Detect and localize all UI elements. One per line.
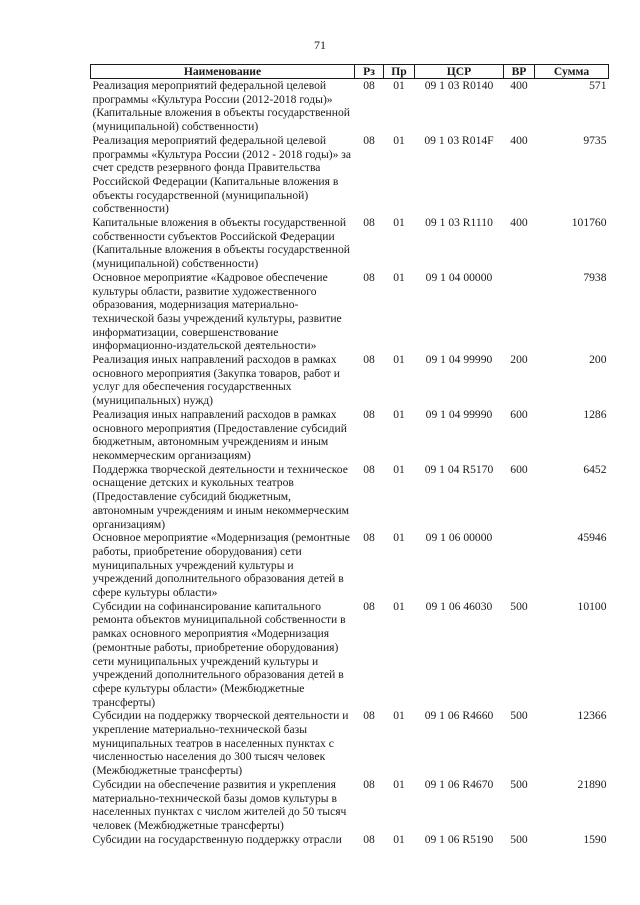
row-vr: 500 [510, 599, 528, 613]
row-name: Реализация мероприятий федеральной целевой программы «Культура России (2012-2018 годы)» (Капитальные вложения в объекты государственной (муниципальной) собственности) [92, 79, 350, 134]
row-rz: 08 [363, 832, 375, 846]
header-pr: Пр [384, 65, 415, 79]
row-pr: 01 [393, 79, 405, 92]
row-name: Субсидии на поддержку творческой деятельности и укрепление материально-технической базы муниципальных театров в населенных пунктах с численностью населения до 300 тысяч человек (Межбюджетные трансферты) [92, 709, 349, 778]
row-name: Субсидии на софинансирование капитального ремонта объектов муниципальной собственности в рамках основного мероприятия «Модернизация (ремонтные работы, приобретение оборудования) сети муниципальных учреждений культуры и учреждений дополнительного образования детей в сфере культуры области» (Межбюджетные трансферты) [92, 599, 346, 709]
header-vr: ВР [504, 65, 535, 79]
row-vr: 400 [510, 216, 528, 230]
row-sum: 1590 [583, 832, 607, 846]
row-sum: 101760 [571, 216, 607, 230]
row-name: Реализация мероприятий федеральной целевой программы «Культура России (2012 - 2018 годы)» за счет средств резервного фонда Правительства Российской Федерации (Капитальные вложения в объекты государственной (муниципальной) собственности) [92, 133, 352, 216]
row-pr: 01 [393, 599, 405, 613]
row-rz: 08 [363, 709, 375, 723]
row-vr: 500 [510, 709, 528, 723]
row-csr: 09 1 06 46030 [425, 599, 493, 613]
row-csr: 09 1 06 00000 [425, 531, 493, 545]
row-vr [504, 531, 535, 600]
row-csr: 09 1 04 99990 [425, 353, 493, 367]
table-row [91, 709, 609, 778]
row-sum: 21890 [577, 777, 607, 791]
row-vr [504, 271, 535, 353]
row-name: Основное мероприятие «Модернизация (ремонтные работы, приобретение оборудования) сети муниципальных учреждений культуры и учреждений дополнительного образования детей в сфере культуры области» [92, 531, 350, 600]
row-csr: 09 1 03 R0140 [424, 79, 494, 92]
row-pr: 01 [393, 133, 405, 147]
row-pr: 01 [393, 462, 405, 476]
row-csr: 09 1 03 R014F [424, 133, 494, 147]
row-name: Основное мероприятие «Кадровое обеспечение культуры области, развитие художественного образования, модернизация материально-технической базы учреждений культуры, развитие информатизации, совершенствование информационно-издательской деятельности» [92, 270, 342, 353]
header-name: Наименование [91, 65, 355, 79]
budget-table [90, 64, 609, 846]
table-row [91, 134, 609, 216]
row-sum: 10100 [577, 599, 607, 613]
row-name: Субсидии на обеспечение развития и укрепления материально-технической базы домов культуры в населенных пунктах с числом жителей до 50 тысяч человек (Межбюджетные трансферты) [92, 777, 347, 832]
row-name: Реализация иных направлений расходов в рамках основного мероприятия (Закупка товаров, работ и услуг для обеспечения государственных (муниципальных) нужд) [92, 353, 340, 408]
row-sum: 12366 [577, 709, 607, 723]
row-pr: 01 [393, 270, 405, 284]
row-vr: 600 [510, 462, 528, 476]
row-rz: 08 [363, 133, 375, 147]
row-csr: 09 1 03 R1110 [425, 216, 493, 230]
table-row [91, 353, 609, 408]
row-csr: 09 1 04 R5170 [424, 462, 494, 476]
table-row [91, 408, 609, 463]
row-vr: 600 [510, 407, 528, 421]
row-pr: 01 [393, 353, 405, 367]
row-rz: 08 [363, 462, 375, 476]
row-vr: 200 [510, 353, 528, 367]
row-csr: 09 1 06 R5190 [424, 832, 494, 846]
row-pr: 01 [393, 709, 405, 723]
row-rz: 08 [363, 531, 375, 545]
row-rz: 08 [363, 407, 375, 421]
row-rz: 08 [363, 777, 375, 791]
row-pr: 01 [393, 407, 405, 421]
row-rz: 08 [363, 353, 375, 367]
table-row [91, 833, 609, 847]
table-row [91, 531, 609, 600]
row-sum: 9735 [583, 133, 607, 147]
row-csr: 09 1 06 R4670 [424, 777, 494, 791]
row-sum: 7938 [583, 270, 607, 284]
row-rz: 08 [363, 79, 375, 92]
row-sum: 45946 [577, 531, 607, 545]
row-csr: 09 1 06 R4660 [424, 709, 494, 723]
row-pr: 01 [393, 777, 405, 791]
page-number: 71 [314, 38, 326, 52]
table-header-row [91, 65, 609, 79]
row-pr: 01 [393, 531, 405, 545]
table-row [91, 271, 609, 353]
row-sum: 1286 [583, 407, 607, 421]
row-name: Реализация иных направлений расходов в рамках основного мероприятия (Предоставление субсидий бюджетным, автономным учреждениям и иным некоммерческим организациям) [92, 407, 347, 462]
row-csr: 09 1 04 99990 [425, 407, 493, 421]
row-sum: 200 [589, 353, 607, 367]
table-row [91, 778, 609, 833]
row-csr: 09 1 04 00000 [425, 270, 493, 284]
row-vr: 500 [510, 832, 528, 846]
row-pr: 01 [393, 216, 405, 230]
table-row [91, 216, 609, 271]
row-vr: 400 [510, 133, 528, 147]
row-vr: 500 [510, 777, 528, 791]
row-pr: 01 [393, 832, 405, 846]
row-name: Капитальные вложения в объекты государственной собственности субъектов Российской Федерации (Капитальные вложения в объекты государственной (муниципальной) собственности) [92, 216, 350, 271]
row-rz: 08 [363, 599, 375, 613]
header-rz: Рз [355, 65, 384, 79]
row-name: Субсидии на государственную поддержку отрасли [92, 832, 342, 846]
row-vr: 400 [510, 79, 528, 92]
row-rz: 08 [363, 216, 375, 230]
row-rz: 08 [363, 270, 375, 284]
row-name: Поддержка творческой деятельности и техническое оснащение детских и кукольных театров (Предоставление субсидий бюджетным, автономным учреждениям и иным некоммерческим организациям) [92, 462, 349, 531]
table-row [91, 600, 609, 710]
header-sum: Сумма [535, 65, 609, 79]
row-sum: 571 [589, 79, 607, 92]
table-row [91, 79, 609, 134]
table-row [91, 463, 609, 532]
row-sum: 6452 [583, 462, 607, 476]
header-csr: ЦСР [415, 65, 504, 79]
